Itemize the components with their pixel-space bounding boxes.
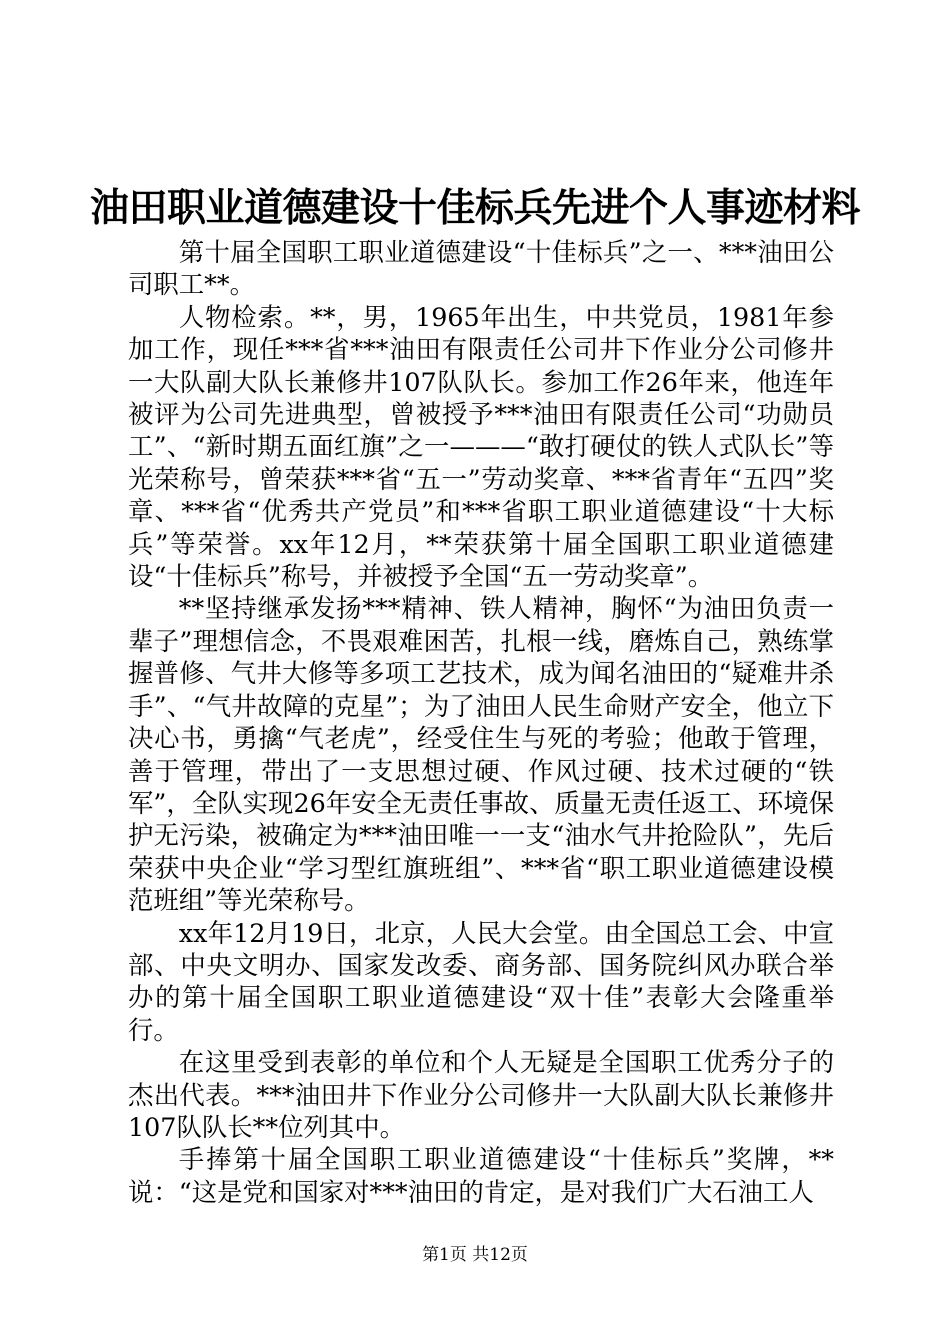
paragraph-1: 第十届全国职工职业道德建设“十佳标兵”之一、***油田公司职工**。 xyxy=(128,237,834,300)
page-number-footer: 第1页 共12页 xyxy=(422,1245,528,1265)
document-body xyxy=(128,236,834,1208)
page-title: 油田职业道德建设十佳标兵先进个人事迹材料 xyxy=(89,186,860,231)
paragraph-4: xx年12月19日，北京，人民大会堂。由全国总工会、中宣部、中央文明办、国家发改委、商务部、国务院纠风办联合举办的第十届全国职工职业道德建设“双十佳”表彰大会隆重举行。 xyxy=(128,917,834,1045)
paragraph-6: 手捧第十届全国职工职业道德建设“十佳标兵”奖牌，**说：“这是党和国家对***油田的肯定，是对我们广大石油工人 xyxy=(128,1144,834,1207)
paragraph-3: **坚持继承发扬***精神、铁人精神，胸怀“为油田负责一辈子”理想信念，不畏艰难困苦，扎根一线，磨炼自己，熟练掌握普修、气井大修等多项工艺技术，成为闻名油田的“疑难井杀手”、“气井故障的克星”；为了油田人民生命财产安全，他立下决心书，勇擒“气老虎”，经受住生与死的考验；他敢于管理，善于管理，带出了一支思想过硬、作风过硬、技术过硬的“铁军”，全队实现26年安全无责任事故、质量无责任返工、环境保护无污染，被确定为***油田唯一一支“油水气井抢险队”，先后荣获中央企业“学习型红旗班组”、***省“职工职业道德建设模范班组”等光荣称号。 xyxy=(128,593,834,916)
paragraph-5: 在这里受到表彰的单位和个人无疑是全国职工优秀分子的杰出代表。***油田井下作业分公司修井一大队副大队长兼修井107队队长**位列其中。 xyxy=(128,1047,834,1142)
paragraph-2: 人物检索。**，男，1965年出生，中共党员，1981年参加工作，现任***省***油田有限责任公司井下作业分公司修井一大队副大队长兼修井107队队长。参加工作26年来，他连年被评为公司先进典型，曾被授予***油田有限责任公司“功勋员工”、“新时期五面红旗”之一———“敢打硬仗的铁人式队长”等光荣称号，曾荣获***省“五一”劳动奖章、***省青年“五四”奖章、***省“优秀共产党员”和***省职工职业道德建设“十大标兵”等荣誉。xx年12月，**荣获第十届全国职工职业道德建设“十佳标兵”称号，并被授予全国“五一劳动奖章”。 xyxy=(128,301,834,592)
